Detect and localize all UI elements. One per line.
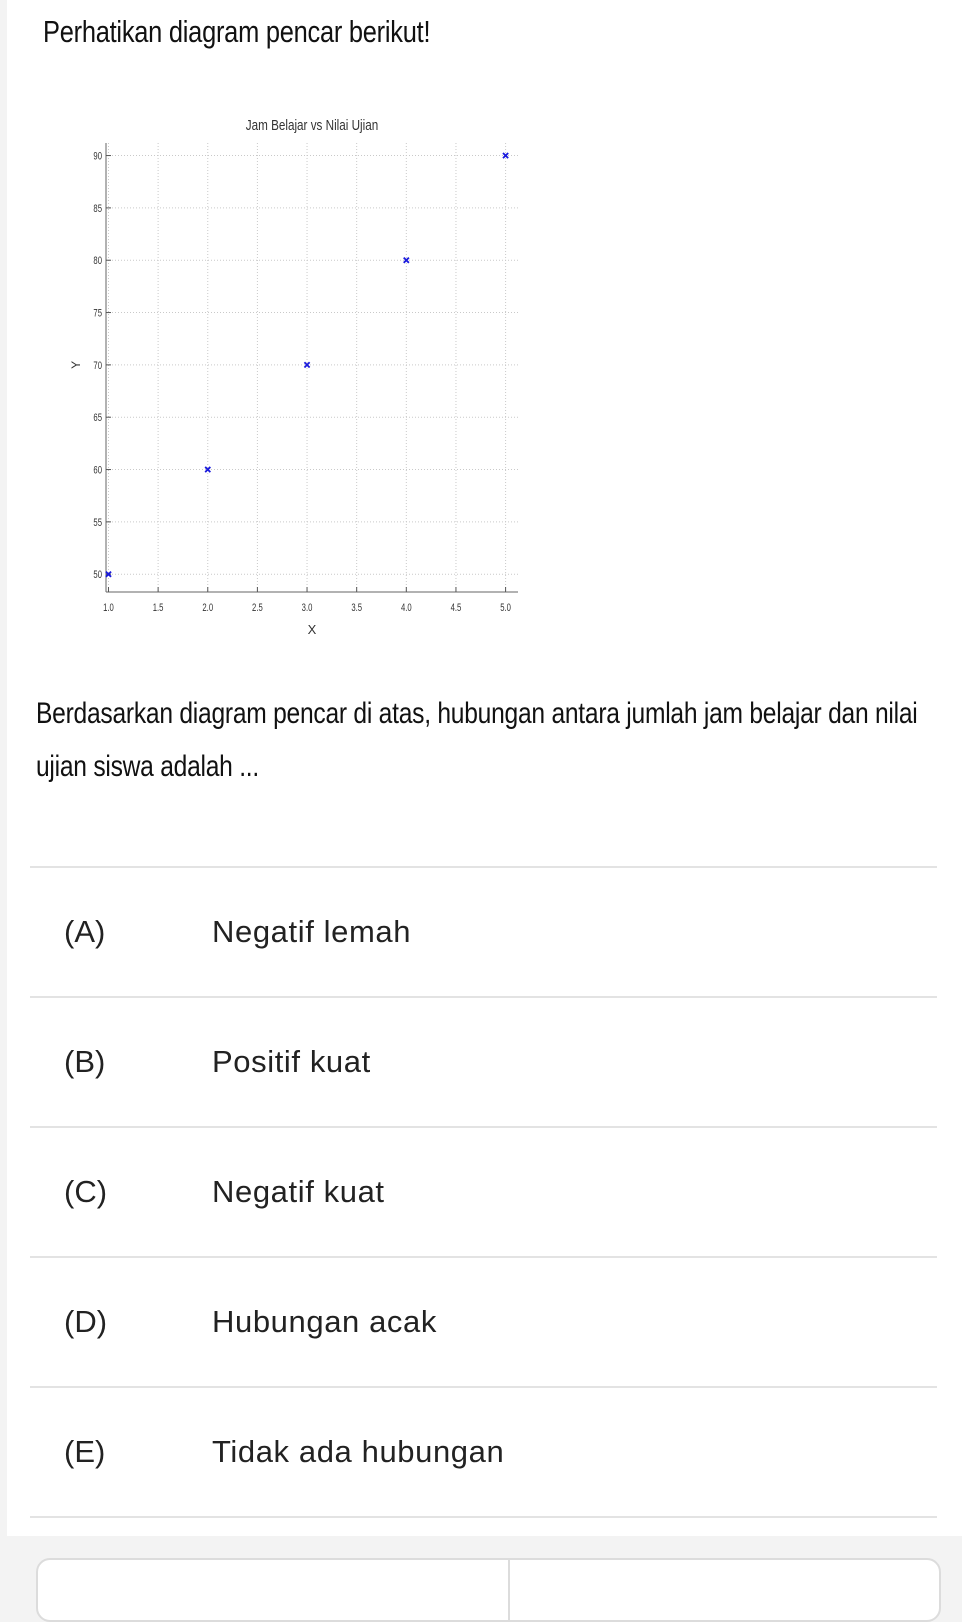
option-letter: (A) [64,914,106,949]
scatter-point [503,153,508,158]
option-d[interactable] [30,1258,937,1388]
bottom-navigation-bar [36,1558,941,1622]
option-letter: (C) [64,1174,108,1209]
y-tick-label: 55 [93,516,102,530]
x-tick-label: 2.0 [202,601,214,615]
x-tick-label: 2.5 [252,601,263,615]
x-axis-label: X [307,622,317,637]
option-letter: (E) [64,1434,106,1469]
option-letter: (D) [64,1304,108,1339]
x-tick-label: 5.0 [500,601,511,615]
option-c[interactable] [30,1128,937,1258]
y-tick-label: 50 [93,568,102,582]
x-tick-label: 3.0 [301,601,313,615]
y-axis-label: Y [69,360,83,369]
option-text: Negatif kuat [212,1174,385,1209]
option-b[interactable] [30,998,937,1128]
x-tick-label: 1.5 [152,601,164,615]
answer-options [30,866,937,1518]
y-tick-label: 90 [93,150,102,164]
option-text: Hubungan acak [212,1304,437,1339]
option-text: Positif kuat [212,1044,371,1079]
option-letter: (B) [64,1044,106,1079]
y-tick-label: 75 [93,307,102,321]
option-e[interactable] [30,1388,937,1518]
y-tick-label: 70 [93,359,102,373]
x-tick-label: 4.5 [450,601,462,615]
x-tick-label: 4.0 [400,601,412,615]
option-a[interactable] [30,868,937,998]
bottom-bar-divider [508,1560,510,1620]
question-heading: Perhatikan diagram pencar berikut! [43,14,431,49]
scatter-chart [60,105,530,650]
scatter-point [304,362,309,367]
question-text: Berdasarkan diagram pencar di atas, hubungan antara jumlah jam belajar dan nilai ujian siswa adalah ... [36,697,918,783]
y-tick-label: 65 [93,411,102,425]
option-text: Negatif lemah [212,914,412,949]
y-tick-label: 80 [93,254,102,268]
y-tick-label: 85 [93,202,102,216]
chart-title: Jam Belajar vs Nilai Ujian [245,116,379,134]
y-tick-label: 60 [93,464,102,478]
x-tick-label: 3.5 [351,601,363,615]
scatter-point [404,258,409,263]
option-text: Tidak ada hubungan [212,1434,505,1469]
x-tick-label: 1.0 [103,601,114,615]
